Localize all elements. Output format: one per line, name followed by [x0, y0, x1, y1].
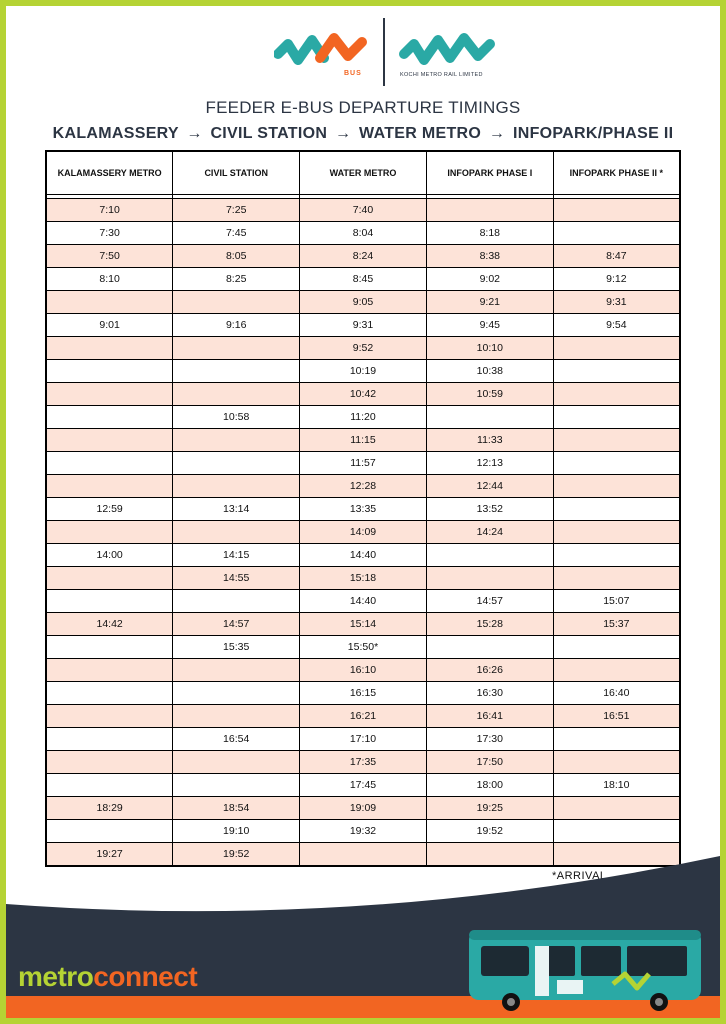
route-stop-3: WATER METRO	[359, 125, 482, 142]
time-cell: 10:10	[426, 337, 553, 360]
kmrl-label: KOCHI METRO RAIL LIMITED	[400, 72, 483, 78]
time-cell: 9:31	[553, 291, 680, 314]
metroconnect-brand	[18, 961, 197, 993]
electric-bus-illustration	[463, 924, 713, 1012]
time-cell: 16:15	[300, 682, 427, 705]
time-cell: 9:02	[426, 268, 553, 291]
time-cell: 12:59	[46, 498, 173, 521]
time-cell: 14:57	[173, 613, 300, 636]
time-cell: 15:18	[300, 567, 427, 590]
time-cell: 19:52	[173, 843, 300, 867]
time-cell: 14:15	[173, 544, 300, 567]
time-cell: 12:28	[300, 475, 427, 498]
time-cell: 9:52	[300, 337, 427, 360]
bus-label: BUS	[344, 70, 362, 77]
time-cell: 11:33	[426, 429, 553, 452]
time-cell: 14:40	[300, 590, 427, 613]
time-cell: 10:59	[426, 383, 553, 406]
time-cell: 12:44	[426, 475, 553, 498]
time-cell: 14:00	[46, 544, 173, 567]
time-cell: 15:50*	[300, 636, 427, 659]
column-header: WATER METRO	[300, 151, 427, 195]
route-stop-2: CIVIL STATION	[210, 125, 328, 142]
time-cell: 9:31	[300, 314, 427, 337]
time-cell: 19:32	[300, 820, 427, 843]
time-cell: 8:10	[46, 268, 173, 291]
time-cell: 14:57	[426, 590, 553, 613]
footer-wave	[6, 6, 720, 1018]
time-cell: 14:40	[300, 544, 427, 567]
time-cell: 18:10	[553, 774, 680, 797]
time-cell: 16:26	[426, 659, 553, 682]
column-header: INFOPARK PHASE II *	[553, 151, 680, 195]
time-cell: 14:24	[426, 521, 553, 544]
page-title: FEEDER E-BUS DEPARTURE TIMINGS	[205, 98, 521, 117]
time-cell: 19:09	[300, 797, 427, 820]
time-cell: 8:05	[173, 245, 300, 268]
time-cell: 16:51	[553, 705, 680, 728]
time-cell: 7:40	[300, 199, 427, 222]
time-cell: 8:45	[300, 268, 427, 291]
route-stop-4: INFOPARK/PHASE II	[512, 125, 674, 142]
time-cell: 10:38	[426, 360, 553, 383]
time-cell: 14:42	[46, 613, 173, 636]
time-cell: 9:45	[426, 314, 553, 337]
time-cell: 18:29	[46, 797, 173, 820]
time-cell: 17:50	[426, 751, 553, 774]
time-cell: 8:38	[426, 245, 553, 268]
time-cell: 9:05	[300, 291, 427, 314]
time-cell: 10:19	[300, 360, 427, 383]
time-cell: 15:37	[553, 613, 680, 636]
time-cell: 18:54	[173, 797, 300, 820]
route-arrow-icon: →	[334, 125, 352, 142]
time-cell: 17:45	[300, 774, 427, 797]
time-cell: 10:42	[300, 383, 427, 406]
time-cell: 19:27	[46, 843, 173, 867]
time-cell: 11:57	[300, 452, 427, 475]
time-cell: 15:14	[300, 613, 427, 636]
column-header: INFOPARK PHASE I	[426, 151, 553, 195]
route-stop-1: KALAMASSERY	[52, 125, 179, 142]
time-cell: 19:10	[173, 820, 300, 843]
time-cell: 18:00	[426, 774, 553, 797]
route-arrow-icon: →	[488, 125, 506, 142]
time-cell: 7:50	[46, 245, 173, 268]
time-cell: 16:54	[173, 728, 300, 751]
column-header: CIVIL STATION	[173, 151, 300, 195]
time-cell: 7:45	[173, 222, 300, 245]
time-cell: 7:25	[173, 199, 300, 222]
time-cell: 9:21	[426, 291, 553, 314]
time-cell: 19:25	[426, 797, 553, 820]
brand-metro: metro	[18, 961, 94, 992]
time-cell: 9:16	[173, 314, 300, 337]
time-cell: 16:21	[300, 705, 427, 728]
time-cell: 7:30	[46, 222, 173, 245]
time-cell: 15:07	[553, 590, 680, 613]
time-cell: 10:58	[173, 406, 300, 429]
time-cell: 16:41	[426, 705, 553, 728]
time-cell: 13:14	[173, 498, 300, 521]
time-cell: 17:30	[426, 728, 553, 751]
time-cell: 9:54	[553, 314, 680, 337]
column-header: KALAMASSERY METRO	[46, 151, 173, 195]
time-cell: 15:35	[173, 636, 300, 659]
time-cell: 17:10	[300, 728, 427, 751]
time-cell: 17:35	[300, 751, 427, 774]
time-cell: 11:15	[300, 429, 427, 452]
time-cell: 16:30	[426, 682, 553, 705]
time-cell: 8:04	[300, 222, 427, 245]
time-cell: 16:40	[553, 682, 680, 705]
time-cell: 13:52	[426, 498, 553, 521]
route-arrow-icon: →	[186, 125, 203, 142]
time-cell: 12:13	[426, 452, 553, 475]
time-cell: 14:55	[173, 567, 300, 590]
time-cell: 7:10	[46, 199, 173, 222]
time-cell: 14:09	[300, 521, 427, 544]
arrival-footnote: *ARRIVAL	[552, 870, 607, 882]
time-cell: 13:35	[300, 498, 427, 521]
time-cell: 8:25	[173, 268, 300, 291]
time-cell: 9:01	[46, 314, 173, 337]
time-cell: 9:12	[553, 268, 680, 291]
time-cell: 11:20	[300, 406, 427, 429]
time-cell: 15:28	[426, 613, 553, 636]
time-cell: 8:24	[300, 245, 427, 268]
time-cell: 19:52	[426, 820, 553, 843]
brand-connect: connect	[93, 961, 198, 992]
time-cell: 16:10	[300, 659, 427, 682]
time-cell: 8:47	[553, 245, 680, 268]
time-cell: 8:18	[426, 222, 553, 245]
